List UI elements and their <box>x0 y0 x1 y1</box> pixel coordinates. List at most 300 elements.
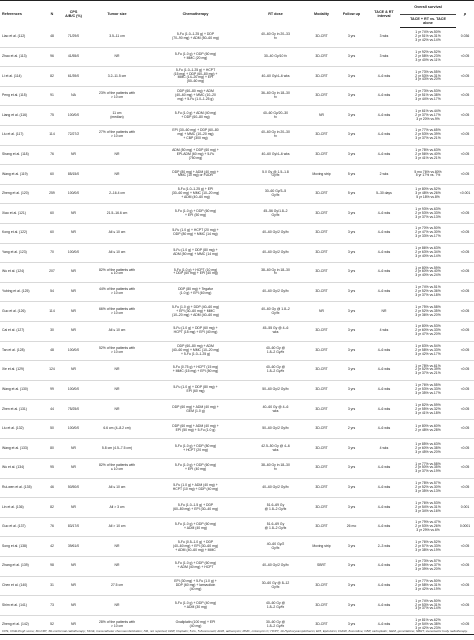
cell-chemotherapy: 5-Fu (1.0–1.25 g) + DDP (70–90 mg) + ADM (50–60 mg) <box>148 28 243 48</box>
header-p: p <box>456 1 474 28</box>
cell-rt-dose: 38–60 Gy in 18–30 fx <box>243 459 308 479</box>
cell-rt-dose: 40–60 Gy/4–6 wks <box>243 145 308 165</box>
cell-follow-up: 2 yrs <box>335 419 368 439</box>
cell-reference: Zheng et al. (120) <box>0 184 43 204</box>
cell-cps: NR <box>61 439 86 459</box>
cell-tace-rt-interval: 4–6 wks <box>368 145 400 165</box>
cell-n: 31 <box>43 576 61 596</box>
cell-rt-dose: 40–60 Gy @ 4–6 wks <box>243 400 308 420</box>
cell-overall-survival: 1 yr 92% vs.52% 2 yr 58% vs.23% 3 yr 40% vs.11% <box>400 47 456 67</box>
cell-chemotherapy: 5-Fu (1.0 g) + DDP (60 mg) + EPI (50 mg) <box>148 204 243 224</box>
cell-chemotherapy: Oxaliplatin (100 mg) + EPI (40 mg) <box>148 615 243 635</box>
table-row <box>0 576 474 596</box>
cell-p-value: <0.05 <box>456 302 474 322</box>
cell-chemotherapy: 5-Fu (1.0 g) + DDP (60 mg) + ADM (40 mg) <box>148 517 243 537</box>
cell-overall-survival: 1 yr 78% vs.63% 2 yr 56% vs.40% 3 yr 41% vs.21% <box>400 145 456 165</box>
cell-tumor-size: 28% of the patients with > 10 cm <box>86 615 148 635</box>
table-row <box>0 596 474 616</box>
table-row <box>0 125 474 145</box>
table-row <box>0 517 474 537</box>
cell-cps: NR <box>61 321 86 341</box>
cell-reference: Zhao et al. (113) <box>0 47 43 67</box>
cell-overall-survival: 1 yr 77% vs.58% 2 yr 50% vs.35% 3 yr 37% vs.19% <box>400 459 456 479</box>
cell-overall-survival: 1 yr 78% vs.57% 2 yr 52% vs.30% 3 yr 35% vs.13% <box>400 478 456 498</box>
cell-p-value: <0.05 <box>456 47 474 67</box>
cell-reference: Lin et al. (136) <box>0 498 43 518</box>
cell-overall-survival: 1 yr 82% vs.59% 2 yr 55% vs.32% 3 yr 41% vs.18% <box>400 400 456 420</box>
cell-tumor-size: 27% of the patients with > 10 cm <box>86 125 148 145</box>
cell-overall-survival: 1 yr 73% vs.55% 2 yr 53% vs.31% 3 yr 43% vs.20% <box>400 67 456 87</box>
cell-tumor-size: 3.5–11 cm <box>86 28 148 48</box>
header-references: References <box>0 1 43 28</box>
cell-reference: Wang et al. (133) <box>0 439 43 459</box>
cell-n: 50 <box>43 419 61 439</box>
cell-chemotherapy: 5-Fu (1.0 g) + DDP (60 mg) + MMC (20 mg) <box>148 47 243 67</box>
cell-cps: NR <box>61 145 86 165</box>
cell-overall-survival: 1 yr 77% vs.65% 2 yr 53% vs.39% 3 yr 37% vs.21% <box>400 125 456 145</box>
cell-n: 82 <box>43 67 61 87</box>
cell-n: 46 <box>43 478 61 498</box>
cell-tace-rt-interval: 4–6 wks <box>368 67 400 87</box>
cell-chemotherapy: DDP (60–80 mg) + ADM (40–60 mg) + MMC (10–20 mg) + 5-Fu (1.0–1.25 g) <box>148 86 243 106</box>
cell-tace-rt-interval: 4–6 wks <box>368 459 400 479</box>
cell-modality: 3D-CRT <box>308 282 335 302</box>
table-row <box>0 439 474 459</box>
cell-n: 76 <box>43 145 61 165</box>
cell-chemotherapy: ADM (50 mg) + DDP (60 mg) + EPI-ADM (60 mg) + 5-Fu (750 mg) <box>148 145 243 165</box>
cell-tace-rt-interval: 4–6 wks <box>368 498 400 518</box>
cell-cps: 39/61/0 <box>61 537 86 557</box>
cell-modality: 3D-CRT <box>308 615 335 635</box>
cell-tumor-size: 66% of the patients with > 10 cm <box>86 302 148 322</box>
cell-overall-survival: 1 yr 70% vs.50% 2 yr 47% vs.30% 3 yr 33% vs.17% <box>400 223 456 243</box>
cell-overall-survival: 1 yr 80% vs.59% 2 yr 60% vs.40% 3 yr 40% vs.24% <box>400 263 456 283</box>
cell-cps: NR <box>61 498 86 518</box>
cell-chemotherapy: EPI (30–60 mg) + DDP (60–80 mg) + MMC (10–20 mg) + CBP (300 mg) <box>148 125 243 145</box>
cell-tace-rt-interval: 4–6 wks <box>368 478 400 498</box>
cell-reference: Wu et al. (134) <box>0 459 43 479</box>
cell-reference: Liang et al. (116) <box>0 106 43 126</box>
cell-p-value: <0.05 <box>456 86 474 106</box>
cell-reference: Peng et al. (115) <box>0 86 43 106</box>
table-row <box>0 165 474 185</box>
cell-n: 42 <box>43 537 61 557</box>
cell-tace-rt-interval: 4–6 wks <box>368 282 400 302</box>
cell-cps: 100/0/0 <box>61 243 86 263</box>
cell-cps: NR <box>61 576 86 596</box>
table-row <box>0 400 474 420</box>
cell-reference: Liao et al. (112) <box>0 28 43 48</box>
cell-follow-up: 3 yrs <box>335 28 368 48</box>
cell-tace-rt-interval: 4–6 wks <box>368 125 400 145</box>
cell-rt-dose: 40–60 Gy/2 Gy/fx <box>243 537 308 557</box>
cell-reference: Xiao et al. (121) <box>0 204 43 224</box>
cell-overall-survival: 1 yr 77% vs.50% 2 yr 58% vs.31% 3 yr 42% vs.19% <box>400 576 456 596</box>
cell-chemotherapy: 5-Fu (1.0–1.25 g) + HCPT (15 mg) + DDP (60–80 mg) + MMC (14–20 mg) + EPI (50–60 mg) <box>148 67 243 87</box>
cell-modality: 3D-CRT <box>308 439 335 459</box>
cell-chemotherapy: 5-Fu (1.0–1.5 g) + DDP (60–80 mg) + EPI (30–40 mg) <box>148 498 243 518</box>
header-overall-survival-sub: TACE + RT vs. TACE alone <box>400 15 456 28</box>
cell-p-value: <0.05 <box>456 596 474 616</box>
cell-reference: Kong et al. (122) <box>0 223 43 243</box>
cell-p-value: 0.036 <box>456 28 474 48</box>
cell-p-value: <0.05 <box>456 537 474 557</box>
cell-rt-dose: 40–60 Gy/2 Gy/fx <box>243 557 308 577</box>
cell-n: 73 <box>43 596 61 616</box>
cell-modality: 3D-CRT <box>308 145 335 165</box>
cell-follow-up: 3 yrs <box>335 478 368 498</box>
cell-n: 124 <box>43 361 61 381</box>
cell-tumor-size: NR <box>86 400 148 420</box>
cell-modality: 3D-CRT <box>308 459 335 479</box>
table-row <box>0 47 474 67</box>
table-row <box>0 86 474 106</box>
cell-rt-dose: 51.6–69 Gy @ 1.8–2 Gy/fx <box>243 498 308 518</box>
header-modality: Modality <box>308 1 335 28</box>
cell-cps: 61/39/0 <box>61 67 86 87</box>
cell-modality: 3D-CRT <box>308 67 335 87</box>
cell-cps: NR <box>61 223 86 243</box>
cell-reference: Liu et al. (117) <box>0 125 43 145</box>
cell-modality: 3D-CRT <box>308 419 335 439</box>
cell-n: 80 <box>43 439 61 459</box>
cell-overall-survival: 5 mo 76% vs.80% 5 yr 17% vs. 7% <box>400 165 456 185</box>
cell-reference: Shang et al. (118) <box>0 145 43 165</box>
cell-overall-survival: 1 yr 86% vs.63% 2 yr 63% vs.34% 3 yr 40% vs.14% <box>400 243 456 263</box>
cell-tace-rt-interval: 4–6 wks <box>368 86 400 106</box>
cell-modality: SBRT <box>308 557 335 577</box>
cell-follow-up: 3 yrs <box>335 282 368 302</box>
cell-rt-dose: 36–60 Gy in 18–30 fx <box>243 86 308 106</box>
cell-p-value: <0.05 <box>456 459 474 479</box>
cell-tumor-size: 6.6 cm (4–8.2 cm) <box>86 419 148 439</box>
cell-p-value: <0.05 <box>456 67 474 87</box>
cell-p-value: <0.05 <box>456 145 474 165</box>
cell-n: 54 <box>43 282 61 302</box>
cell-cps: 100/0/0 <box>61 341 86 361</box>
cell-rt-dose: 45–56 Gy/1.8–2 Gy/fx <box>243 204 308 224</box>
cell-cps: NR <box>61 459 86 479</box>
cell-tace-rt-interval: 4–6 wks <box>368 517 400 537</box>
cell-n: 75 <box>43 106 61 126</box>
cell-tumor-size: 82% of the patients with ≤ 10 cm <box>86 263 148 283</box>
cell-overall-survival: 1 yr 76% vs.55% 2 yr 53% vs.33% 3 yr 35% vs.17% <box>400 380 456 400</box>
cell-tace-rt-interval: NR <box>368 302 400 322</box>
cell-rt-dose: 40–60 Gy/20–30 fx <box>243 106 308 126</box>
cell-tace-rt-interval: 2 wks <box>368 165 400 185</box>
cell-cps: NA <box>61 86 86 106</box>
cell-tace-rt-interval: 4–6 wks <box>368 419 400 439</box>
cell-tace-rt-interval: 3 wks <box>368 47 400 67</box>
cell-tace-rt-interval: 4–6 wks <box>368 615 400 635</box>
header-follow-up: Follow up <box>335 1 368 28</box>
cell-n: 98 <box>43 557 61 577</box>
cell-overall-survival: 1 yr 83% vs.54% 2 yr 58% vs.33% 3 yr 42% vs.17% <box>400 341 456 361</box>
cell-modality: Moving strip <box>308 165 335 185</box>
header-cps: CPS A/B/C (%) <box>61 1 86 28</box>
cell-rt-dose: 40–60 Gy/4–6 wks <box>243 67 308 87</box>
cell-n: 60 <box>43 204 61 224</box>
cell-tace-rt-interval: 4–6 wks <box>368 576 400 596</box>
table-body <box>0 28 474 635</box>
cell-rt-dose: 40–60 Gy/2 Gy/fx <box>243 478 308 498</box>
cell-follow-up: 3 yrs <box>335 321 368 341</box>
cell-follow-up: 3 yrs <box>335 615 368 635</box>
cell-rt-dose: 40–60 Gy @ 1.8–2 Gy/fx <box>243 341 308 361</box>
cell-p-value: <0.05 <box>456 380 474 400</box>
cell-modality: 3D-CRT <box>308 576 335 596</box>
cell-follow-up: 3 yrs <box>335 439 368 459</box>
table-row <box>0 223 474 243</box>
header-tace-rt-interval: TACE & RT interval <box>368 1 400 28</box>
cell-reference: Li et al. (114) <box>0 67 43 87</box>
cell-follow-up: 3 yrs <box>335 459 368 479</box>
cell-tumor-size: 11 cm (median) <box>86 106 148 126</box>
cell-n: 60 <box>43 223 61 243</box>
cell-rt-dose: 40–60 Gy @ 1.8–2 Gy/fx <box>243 302 308 322</box>
cell-cps: 50/50/0 <box>61 478 86 498</box>
cell-rt-dose: 40–60 Gy in 20–30 fx <box>243 125 308 145</box>
header-tumor-size: Tumor size <box>86 1 148 28</box>
cell-modality: 3D-CRT <box>308 361 335 381</box>
cell-overall-survival: 1 yr 74% vs.50% 2 yr 51% vs.31% 3 yr 42% vs.14% <box>400 28 456 48</box>
table-row <box>0 145 474 165</box>
cell-rt-dose: 40–60 Gy/2 Gy/fx <box>243 243 308 263</box>
cell-tumor-size: 44% of the patients with > 10 cm <box>86 282 148 302</box>
cell-tace-rt-interval: 4–6 wks <box>368 341 400 361</box>
cell-tumor-size: 2–16.4 cm <box>86 184 148 204</box>
cell-n: 82 <box>43 498 61 518</box>
cell-reference: Zhang et al. (139) <box>0 557 43 577</box>
cell-p-value: <0.001 <box>456 184 474 204</box>
cell-reference: Wang et al. (130) <box>0 380 43 400</box>
table-row <box>0 243 474 263</box>
cell-chemotherapy: 5-Fu (1.0 g) + DDP (60 mg) + ADM (40 mg) + HCPT <box>148 557 243 577</box>
cell-follow-up: 3 yrs <box>335 145 368 165</box>
cell-modality: 3D-CRT <box>308 380 335 400</box>
cell-cps: NR <box>61 361 86 381</box>
cell-rt-dose: 40–60 Gy @ 1.8–2 Gy/fx <box>243 361 308 381</box>
cell-modality: 3D-CRT <box>308 125 335 145</box>
cell-modality: 3D-CRT <box>308 223 335 243</box>
cell-p-value: <0.05 <box>456 321 474 341</box>
cell-tumor-size: NR <box>86 557 148 577</box>
table-row <box>0 67 474 87</box>
cell-tumor-size: NR <box>86 380 148 400</box>
table-row <box>0 282 474 302</box>
cell-modality: 3D-CRT <box>308 400 335 420</box>
table-row <box>0 537 474 557</box>
cell-chemotherapy: 5-Fu (0.75 g) + HCPT (15 mg) + MMC (15 mg) + EPI (50 mg) <box>148 361 243 381</box>
cell-tumor-size: All > 10 cm <box>86 517 148 537</box>
cell-modality: 3D-CRT <box>308 47 335 67</box>
cell-p-value: <0.05 <box>456 341 474 361</box>
cell-follow-up: 3 yrs <box>335 302 368 322</box>
cell-modality: 3D-CRT <box>308 478 335 498</box>
cell-follow-up: 3 yrs <box>335 576 368 596</box>
table-row <box>0 263 474 283</box>
cell-n: 70 <box>43 243 61 263</box>
cell-p-value: <0.05 <box>456 400 474 420</box>
cell-follow-up: 3 yrs <box>335 243 368 263</box>
cell-rt-dose: 30–60 Gy/3–5 Gy/fx <box>243 184 308 204</box>
cell-p-value: 0.001 <box>456 498 474 518</box>
header-rt-dose: RT dose <box>243 1 308 28</box>
cell-tumor-size: NR <box>86 596 148 616</box>
cell-p-value: <0.05 <box>456 243 474 263</box>
cell-tumor-size: 21.5–16.6 cm <box>86 204 148 224</box>
cell-n: 114 <box>43 125 61 145</box>
cell-p-value: <0.05 <box>456 419 474 439</box>
cell-rt-dose: 40–60 Gy in 20–33 fx <box>243 28 308 48</box>
cell-chemotherapy: 5-Fu (1.0 g) + DDP (80 mg) + HCPT (20 mg) <box>148 439 243 459</box>
cell-overall-survival: 1 yr 78% vs.61% 2 yr 52% vs.39% 3 yr 37% vs.21% <box>400 361 456 381</box>
cell-cps: 41/55/0 <box>61 47 86 67</box>
cell-follow-up: 3 yrs <box>335 204 368 224</box>
cell-p-value: <0.05 <box>456 223 474 243</box>
cell-p-value: 0.0001 <box>456 517 474 537</box>
cell-p-value: <0.05 <box>456 282 474 302</box>
cell-modality: 3D-CRT <box>308 184 335 204</box>
cell-n: 91 <box>43 86 61 106</box>
cell-chemotherapy: DDP (60–80 mg) + ADM (40–60 mg) + MMC (10–20 mg) + 5-Fu (1.0–1.25 g) <box>148 341 243 361</box>
table-row <box>0 380 474 400</box>
cell-overall-survival: 1 yr 73% vs.57% 2 yr 55% vs.37% 3 yr 39% vs.20% <box>400 557 456 577</box>
cell-rt-dose: 42.5–50 Gy @ 4–6 wks <box>243 439 308 459</box>
cell-follow-up: 3 yrs <box>335 47 368 67</box>
cell-reference: Cai et al. (127) <box>0 321 43 341</box>
cell-rt-dose: 50–60 Gy/2 Gy/fx <box>243 380 308 400</box>
cell-cps: 100/0/0 <box>61 184 86 204</box>
cell-modality: NR <box>308 302 335 322</box>
cell-overall-survival: 1 yr 73% vs.53% 2 yr 51% vs.38% 3 yr 44% vs.17% <box>400 86 456 106</box>
cell-follow-up: 3 yrs <box>335 537 368 557</box>
cell-p-value: <0.05 <box>456 557 474 577</box>
cell-modality: NR <box>308 106 335 126</box>
cell-tace-rt-interval: 4–6 wks <box>368 596 400 616</box>
cell-tace-rt-interval: 4 wks <box>368 439 400 459</box>
cell-tumor-size: NR <box>86 537 148 557</box>
cell-tace-rt-interval: 4–6 wks <box>368 361 400 381</box>
cell-cps: 85/15/0 <box>61 165 86 185</box>
cell-rt-dose: 40–60 Gy/2 Gy/fx <box>243 282 308 302</box>
cell-modality: 3D-CRT <box>308 517 335 537</box>
cell-cps: 75/25/0 <box>61 400 86 420</box>
cell-chemotherapy: EPI (30 mg) + 5-Fu (1.0 g) + DDP (60 mg) + lamvudicin (40 mg) <box>148 576 243 596</box>
cell-chemotherapy: DDP (80 mg) + Tegafur (1.0 g) + EPI (60 mg) <box>148 282 243 302</box>
cell-p-value: <0.05 <box>456 204 474 224</box>
cell-n: 96 <box>43 47 61 67</box>
cell-chemotherapy: 5-Fu (1.0 g) + ADM (40 mg) + DDP (60–80 mg) <box>148 106 243 126</box>
header-chemotherapy: Chemotherapy <box>148 1 243 28</box>
cell-n: 207 <box>43 263 61 283</box>
cell-tumor-size: 82% of the patients with ≤ 10 cm <box>86 459 148 479</box>
cell-tumor-size: NR <box>86 145 148 165</box>
cell-reference: Tan et al. (128) <box>0 341 43 361</box>
table-row <box>0 557 474 577</box>
cell-tumor-size: All ≤ 10 cm <box>86 321 148 341</box>
cell-rt-dose: 30–60 Gy @ 1.8–2 Gy/fx <box>243 615 308 635</box>
cell-reference: Zhen et al. (131) <box>0 400 43 420</box>
cell-chemotherapy: 5-Fu (1.0 g) + DDP (80 mg) + ADM (50 mg) + MMC (14 mg) <box>148 243 243 263</box>
cell-cps: 72/27/2 <box>61 125 86 145</box>
cell-reference: Shim et al. (141) <box>0 596 43 616</box>
cell-tace-rt-interval: 4 wks <box>368 321 400 341</box>
cell-follow-up: 3 yrs <box>335 86 368 106</box>
cell-p-value: <0.05 <box>456 106 474 126</box>
cell-chemotherapy: 5-Fu (1.0 g) + HCPT (10 mg) + DDP (60 mg) + EPI (40 mg) <box>148 263 243 283</box>
cell-follow-up: 3 yrs <box>335 498 368 518</box>
table-row <box>0 204 474 224</box>
cell-reference: Liu et al. (132) <box>0 419 43 439</box>
table-row <box>0 321 474 341</box>
cell-chemotherapy: 5-Fu (1.0–1.25 g) + EPI (30–60 mg) + MMC (10–20 mg) + ADM (40–60 mg) <box>148 184 243 204</box>
cell-modality: Moving strip <box>308 537 335 557</box>
cell-reference: Zheng et al. (142) <box>0 615 43 635</box>
cell-rt-dose: 40–60 Gy @ 1.8–2 Gy/fx <box>243 596 308 616</box>
cell-chemotherapy: 5-Fu (1.0 g) + DDP (60 mg) + HCPT (15 mg) + EPI (40 mg) <box>148 321 243 341</box>
cell-overall-survival: 1 yr 79% vs.47% 2 yr 53% vs.26% 3 yr 29% vs.6% <box>400 517 456 537</box>
cell-chemotherapy: DDP (60 mg) + ADM (40 mg) + GEM (1.0 g) <box>148 400 243 420</box>
cell-cps: 100/0/0 <box>61 106 86 126</box>
cell-reference: Song et al. (138) <box>0 537 43 557</box>
cell-cps: NR <box>61 302 86 322</box>
cell-modality: 3D-CRT <box>308 596 335 616</box>
cell-tace-rt-interval: 4–6 wks <box>368 557 400 577</box>
cell-cps: NR <box>61 615 86 635</box>
table-header <box>0 1 474 28</box>
cell-cps: NR <box>61 204 86 224</box>
cell-follow-up: 3 yrs <box>335 67 368 87</box>
cell-p-value: <0.05 <box>456 478 474 498</box>
cell-overall-survival: 1 yr 76% vs.52% 2 yr 57% vs.33% 3 yr 38% vs.19% <box>400 537 456 557</box>
cell-rt-dose: 45–55 Gy @ 4–6 wks <box>243 321 308 341</box>
table-row <box>0 106 474 126</box>
cell-tumor-size: 27.5 cm <box>86 576 148 596</box>
cell-follow-up: 3 yrs <box>335 106 368 126</box>
cell-overall-survival: 1 yr 76% vs.53% 2 yr 54% vs.31% 3 yr 34% vs.16% <box>400 498 456 518</box>
cell-rt-dose: 30–40 Gy/10 fx <box>243 47 308 67</box>
cell-overall-survival: 1 yr 74% vs.51% 2 yr 52% vs.36% 3 yr 37% vs.18% <box>400 282 456 302</box>
cell-tumor-size: 5.8 cm (4.5–7.5 cm) <box>86 439 148 459</box>
cell-chemotherapy: DDP (80 mg) + ADM (40 mg) + MMC (10 mg) or FUDR <box>148 165 243 185</box>
cell-tace-rt-interval: 2–3 wks <box>368 537 400 557</box>
cell-n: 60 <box>43 165 61 185</box>
cell-follow-up: 3 yrs <box>335 223 368 243</box>
cell-modality: 3D-CRT <box>308 498 335 518</box>
cell-follow-up: 3 yrs <box>335 400 368 420</box>
cell-n: 259 <box>43 184 61 204</box>
cell-reference: Guo et al. (137) <box>0 517 43 537</box>
cell-modality: 3D-CRT <box>308 341 335 361</box>
cell-cps: NR <box>61 263 86 283</box>
cell-tace-rt-interval: 4–6 wks <box>368 243 400 263</box>
cell-follow-up: 3 yrs <box>335 596 368 616</box>
cell-tumor-size: 52% of the patients with > 10 cm <box>86 341 148 361</box>
cell-tumor-size: All > 3 cm <box>86 498 148 518</box>
cell-n: 30 <box>43 321 61 341</box>
cell-tumor-size: NR <box>86 165 148 185</box>
table-row <box>0 419 474 439</box>
cell-overall-survival: 1 yr 81% vs.62% 2 yr 54% vs.38% 3 yr 42% vs.23% <box>400 615 456 635</box>
cell-rt-dose: 50–60 Gy/2 Gy/fx <box>243 419 308 439</box>
cell-follow-up: 5 yrs <box>335 165 368 185</box>
cell-tumor-size: NR <box>86 47 148 67</box>
cell-n: 114 <box>43 302 61 322</box>
cell-tace-rt-interval: 4–6 wks <box>368 400 400 420</box>
cell-rt-dose: 5.0 Gy @ 1.5–1.8 Gy/fx <box>243 165 308 185</box>
cell-n: 95 <box>43 459 61 479</box>
